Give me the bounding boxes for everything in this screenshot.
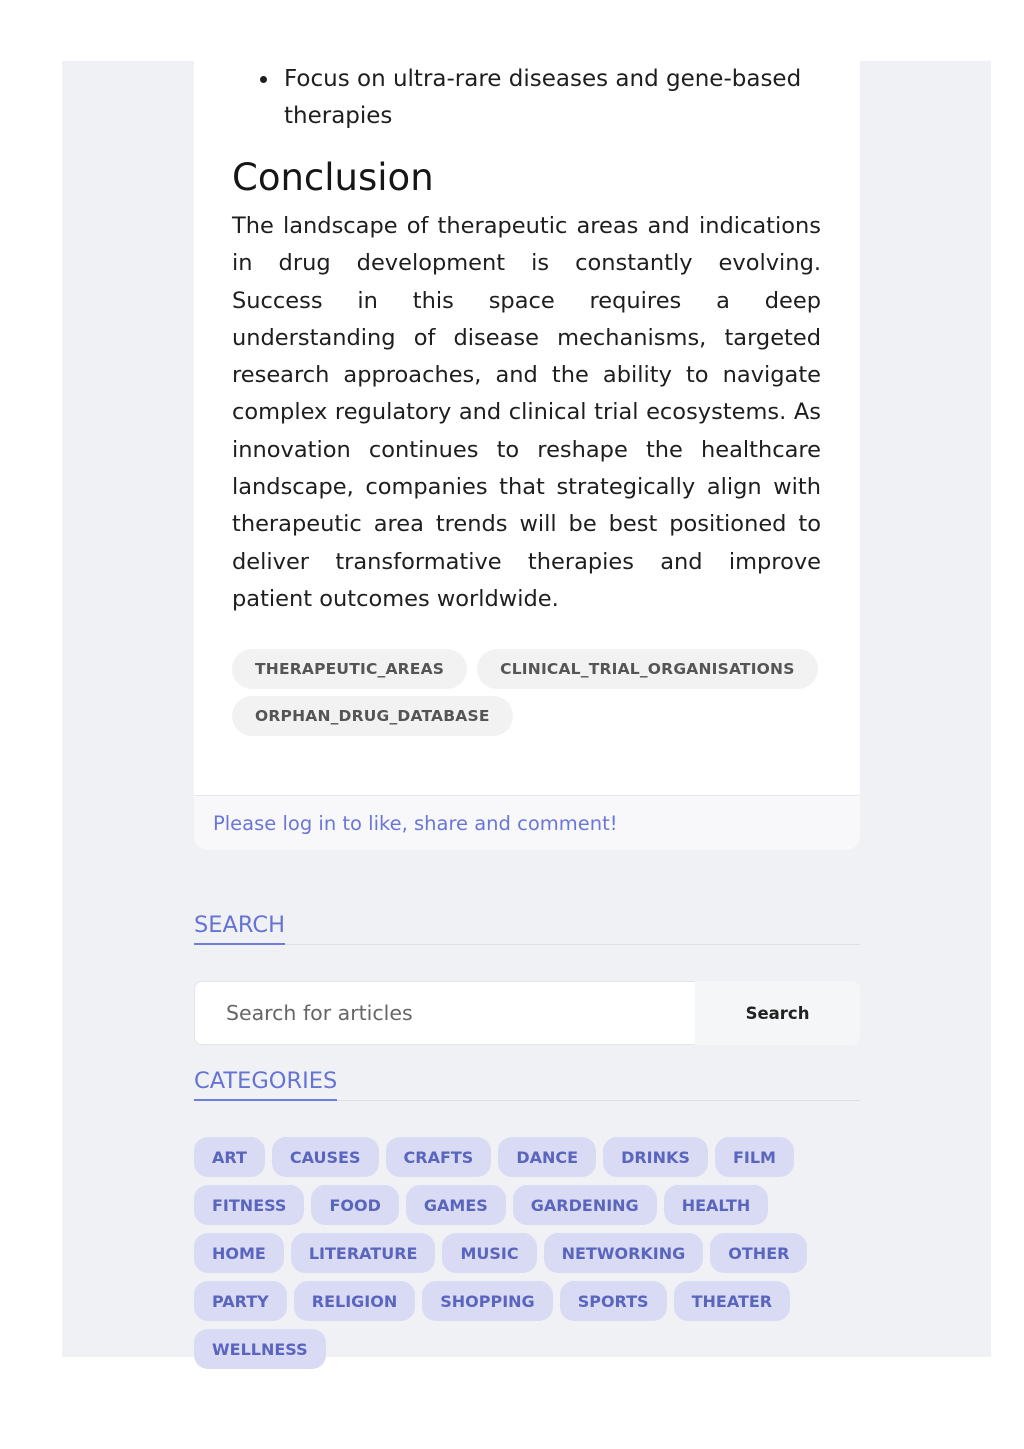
category-fitness[interactable]: FITNESS [194,1185,304,1225]
category-theater[interactable]: THEATER [674,1281,791,1321]
tag-clinical-trial-organisations[interactable]: CLINICAL_TRIAL_ORGANISATIONS [477,649,817,689]
category-wellness[interactable]: WELLNESS [194,1329,326,1369]
category-party[interactable]: PARTY [194,1281,287,1321]
bullet-list [284,61,821,135]
list-item: Focus on ultra-rare diseases and gene-based therapies [284,61,821,135]
category-literature[interactable]: LITERATURE [291,1233,436,1273]
category-health[interactable]: HEALTH [664,1185,769,1225]
categories-heading: CATEGORIES [194,1069,337,1101]
category-film[interactable]: FILM [715,1137,794,1177]
category-shopping[interactable]: SHOPPING [422,1281,552,1321]
category-sports[interactable]: SPORTS [560,1281,667,1321]
card-footer [194,795,860,850]
category-art[interactable]: ART [194,1137,265,1177]
search-form [194,981,860,1045]
tag-orphan-drug-database[interactable]: ORPHAN_DRUG_DATABASE [232,696,513,736]
category-list [194,1137,860,1369]
category-other[interactable]: OTHER [710,1233,807,1273]
category-food[interactable]: FOOD [311,1185,398,1225]
category-networking[interactable]: NETWORKING [544,1233,704,1273]
article-card [194,61,860,850]
conclusion-paragraph: The landscape of therapeutic areas and indications in drug development is constantly evolving. Success in this space requires a deep understanding of disease mechanisms, targeted research approaches, and the ability to navigate complex regulatory and clinical trial ecosystems. As innovation continues to reshape the healthcare landscape, companies that strategically align with therapeutic area trends will be best positioned to deliver transformative therapies and improve patient outcomes worldwide. [232,213,821,612]
search-button[interactable]: Search [695,981,860,1045]
category-causes[interactable]: CAUSES [272,1137,379,1177]
category-dance[interactable]: DANCE [498,1137,596,1177]
conclusion-heading: Conclusion [232,156,434,199]
category-drinks[interactable]: DRINKS [603,1137,708,1177]
search-input[interactable] [194,981,695,1045]
category-games[interactable]: GAMES [406,1185,506,1225]
category-crafts[interactable]: CRAFTS [386,1137,492,1177]
login-prompt-link[interactable]: Please log in to like, share and comment! [213,811,618,835]
categories-section-heading [194,1069,860,1101]
category-home[interactable]: HOME [194,1233,284,1273]
category-gardening[interactable]: GARDENING [513,1185,657,1225]
search-heading: SEARCH [194,913,285,945]
tag-list [232,649,821,736]
category-religion[interactable]: RELIGION [294,1281,415,1321]
search-section-heading [194,913,860,945]
category-music[interactable]: MUSIC [442,1233,536,1273]
tag-therapeutic-areas[interactable]: THERAPEUTIC_AREAS [232,649,467,689]
